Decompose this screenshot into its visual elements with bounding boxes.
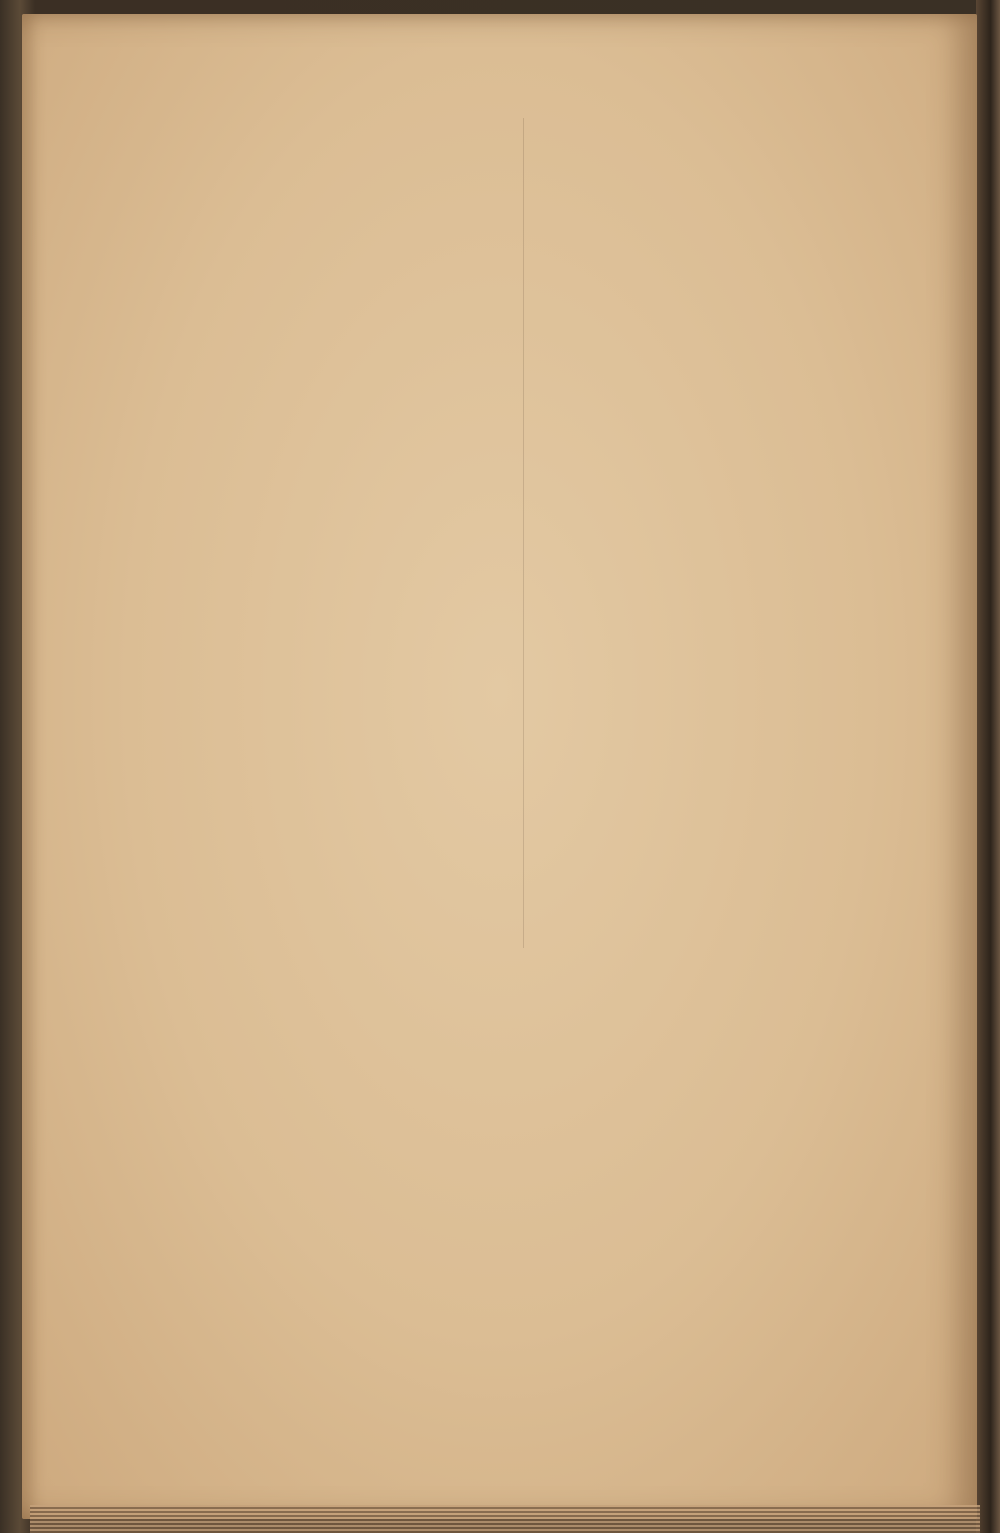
running-head [88,78,918,106]
page-edges [30,1505,980,1533]
column-divider [523,118,524,948]
book-binding [976,0,1000,1533]
book-page [22,14,977,1519]
